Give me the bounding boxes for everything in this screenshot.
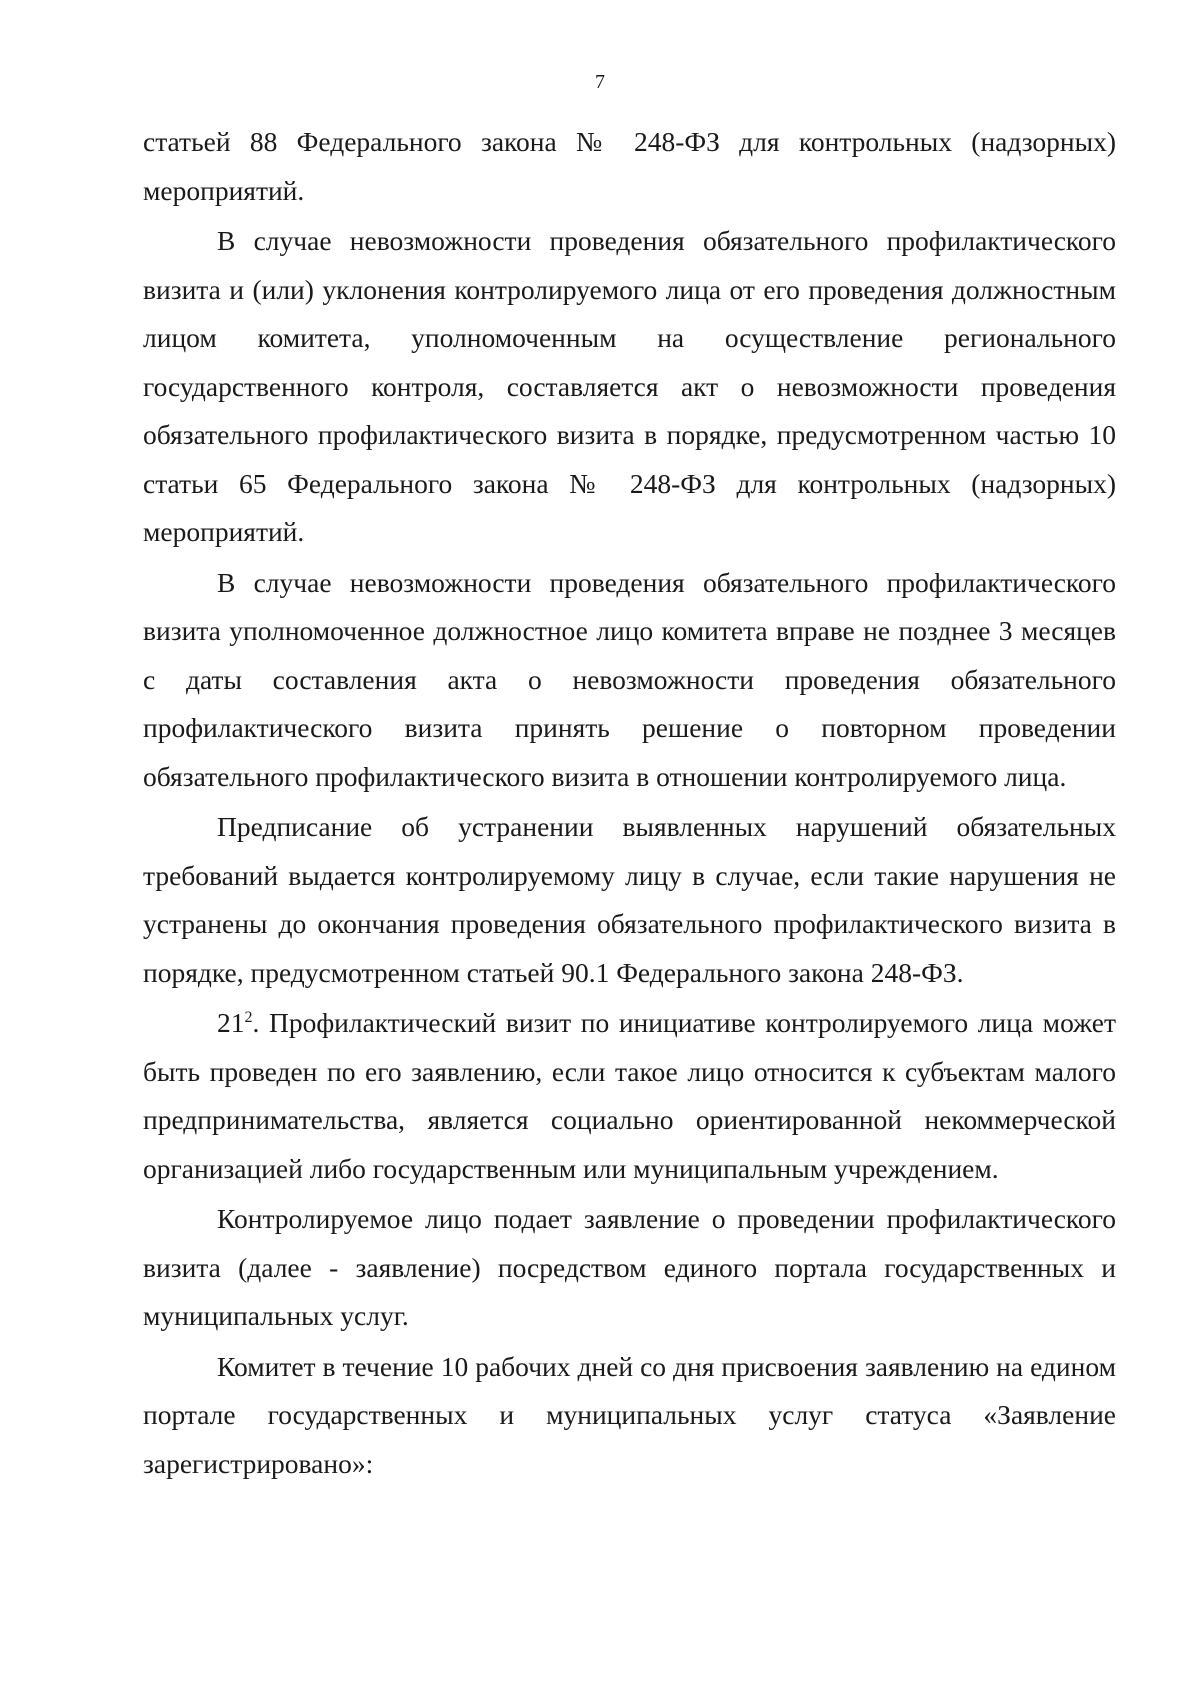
page-number: 7 [595, 71, 605, 93]
paragraph-impossibility-act: В случае невозможности проведения обязательного профилактического визита и (или) уклонения контролируемого лица от его проведения должностным лицом комитета, уполномоченным на осуществление регионального государственного контроля, составляется акт о невозможности проведения обязательного профилактического визита в порядке, предусмотренном частью 10 статьи 65 Федерального закона № 248-ФЗ для контрольных (надзорных) мероприятий. [143, 225, 1116, 547]
clause-21-2 [143, 999, 1116, 1193]
paragraph-prescription: Предписание об устранении выявленных нарушений обязательных требований выдается контролируемому лицу в случае, если такие нарушения не устранены до окончания проведения обязательного профилактического визита в порядке, предусмотренном статьей 90.1 Федерального закона 248-ФЗ. [143, 811, 1116, 988]
paragraph-continuation: статьей 88 Федерального закона № 248-ФЗ для контрольных (надзорных) мероприятий. [143, 126, 1116, 206]
document-body [143, 118, 1116, 1490]
clause-superscript: 2 [244, 1008, 253, 1026]
paragraph-repeat-visit: В случае невозможности проведения обязательного профилактического визита уполномоченное должностное лицо комитета вправе не позднее 3 месяцев с даты составления акта о невозможности проведения обязательного профилактического визита принять решение о повторном проведении обязательного профилактического визита в отношении контролируемого лица. [143, 566, 1116, 792]
clause-number: 21 [217, 1007, 245, 1038]
clause-text: . Профилактический визит по инициативе контролируемого лица может быть проведен по его заявлению, если такое лицо относится к субъектам малого предпринимательства, является социально ориентированной некоммерческой организацией либо государственным или муниципальным учреждением. [143, 1007, 1116, 1184]
paragraph-application: Контролируемое лицо подает заявление о проведении профилактического визита (далее - заявление) посредством единого портала государственных и муниципальных услуг. [143, 1203, 1116, 1331]
paragraph-committee-deadline: Комитет в течение 10 рабочих дней со дня присвоения заявлению на едином портале государственных и муниципальных услуг статуса «Заявление зарегистрировано»: [143, 1350, 1116, 1479]
